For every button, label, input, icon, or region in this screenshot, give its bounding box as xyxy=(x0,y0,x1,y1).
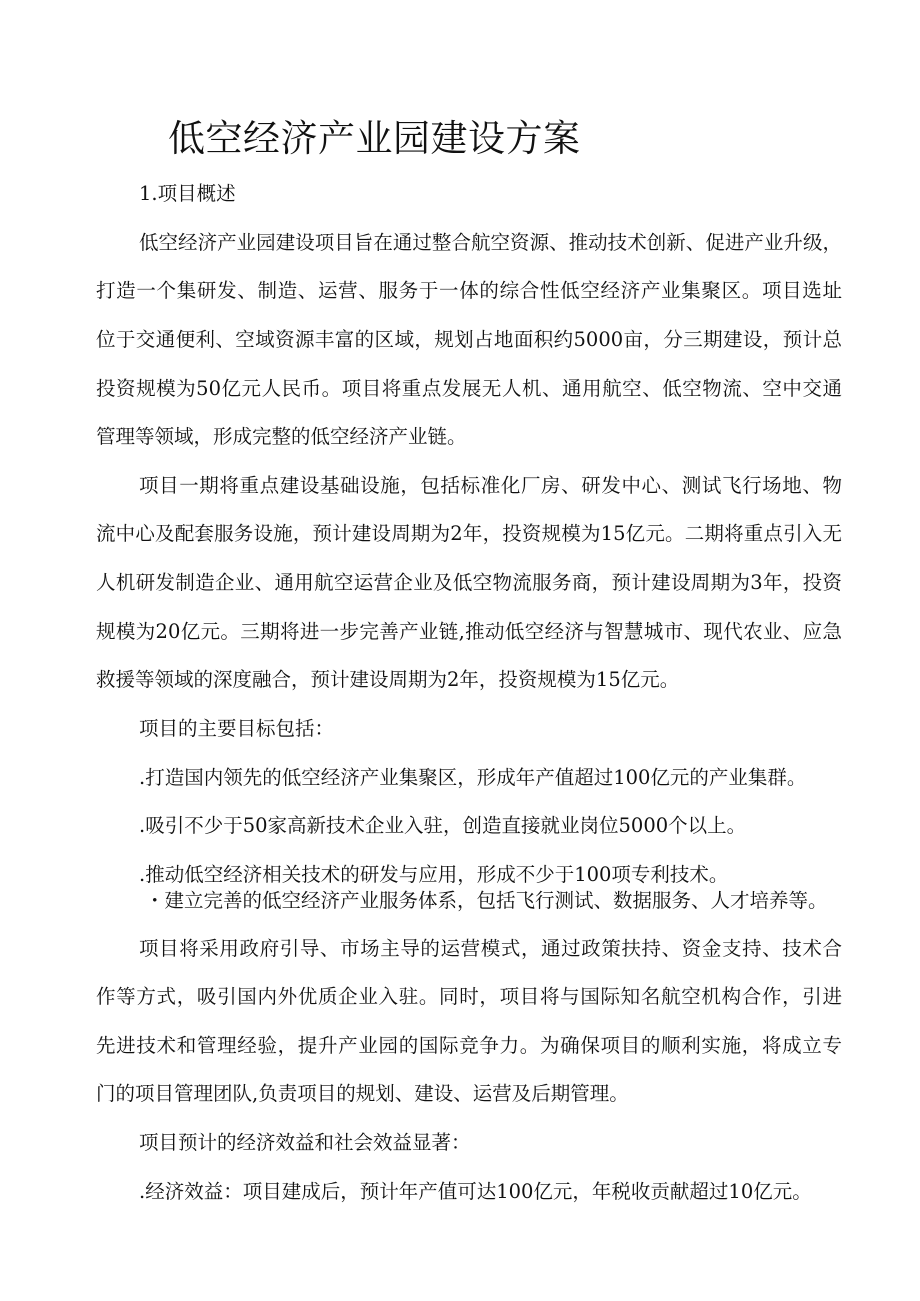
paragraph-line: 位于交通便利、空域资源丰富的区域，规划占地面积约5000亩，分三期建设，预计总 xyxy=(96,328,842,351)
list-item: .经济效益：项目建成后，预计年产值可达100亿元，年税收贡献超过10亿元。 xyxy=(139,1180,812,1203)
paragraph-line: 项目将采用政府引导、市场主导的运营模式，通过政策扶持、资金支持、技术合 xyxy=(139,937,842,960)
paragraph-line: 投资规模为50亿元人民币。项目将重点发展无人机、通用航空、低空物流、空中交通 xyxy=(96,377,842,400)
paragraph-line: 项目一期将重点建设基础设施，包括标准化厂房、研发中心、测试飞行场地、物 xyxy=(139,474,842,497)
list-item: .吸引不少于50家高新技术企业入驻，创造直接就业岗位5000个以上。 xyxy=(139,814,747,837)
paragraph-line: 打造一个集研发、制造、运营、服务于一体的综合性低空经济产业集聚区。项目选址 xyxy=(96,279,842,302)
paragraph-line: 规模为20亿元。三期将进一步完善产业链,推动低空经济与智慧城市、现代农业、应急 xyxy=(96,620,842,643)
benefits-intro: 项目预计的经济效益和社会效益显著： xyxy=(139,1131,471,1154)
paragraph-line: 流中心及配套服务设施，预计建设周期为2年，投资规模为15亿元。二期将重点引入无 xyxy=(96,522,842,545)
paragraph-line: 先进技术和管理经验，提升产业园的国际竞争力。为确保项目的顺利实施，将成立专 xyxy=(96,1034,842,1057)
document-title: 低空经济产业园建设方案 xyxy=(168,117,581,160)
paragraph-line: 人机研发制造企业、通用航空运营企业及低空物流服务商，预计建设周期为3年，投资 xyxy=(96,571,842,594)
goals-intro: 项目的主要目标包括： xyxy=(139,717,335,740)
list-item: ・建立完善的低空经济产业服务体系，包括飞行测试、数据服务、人才培养等。 xyxy=(145,889,828,912)
section-heading: 1.项目概述 xyxy=(139,182,236,205)
list-item: .打造国内领先的低空经济产业集聚区，形成年产值超过100亿元的产业集群。 xyxy=(139,766,807,789)
paragraph-line: 作等方式，吸引国内外优质企业入驻。同时，项目将与国际知名航空机构合作，引进 xyxy=(96,985,842,1008)
paragraph-line: 低空经济产业园建设项目旨在通过整合航空资源、推动技术创新、促进产业升级， xyxy=(139,231,842,254)
list-item: .推动低空经济相关技术的研发与应用，形成不少于100项专利技术。 xyxy=(139,863,729,886)
paragraph-line: 救援等领域的深度融合，预计建设周期为2年，投资规模为15亿元。 xyxy=(96,668,680,691)
paragraph-line: 管理等领域，形成完整的低空经济产业链。 xyxy=(96,425,467,448)
paragraph-line: 门的项目管理团队,负责项目的规划、建设、运营及后期管理。 xyxy=(96,1082,629,1105)
